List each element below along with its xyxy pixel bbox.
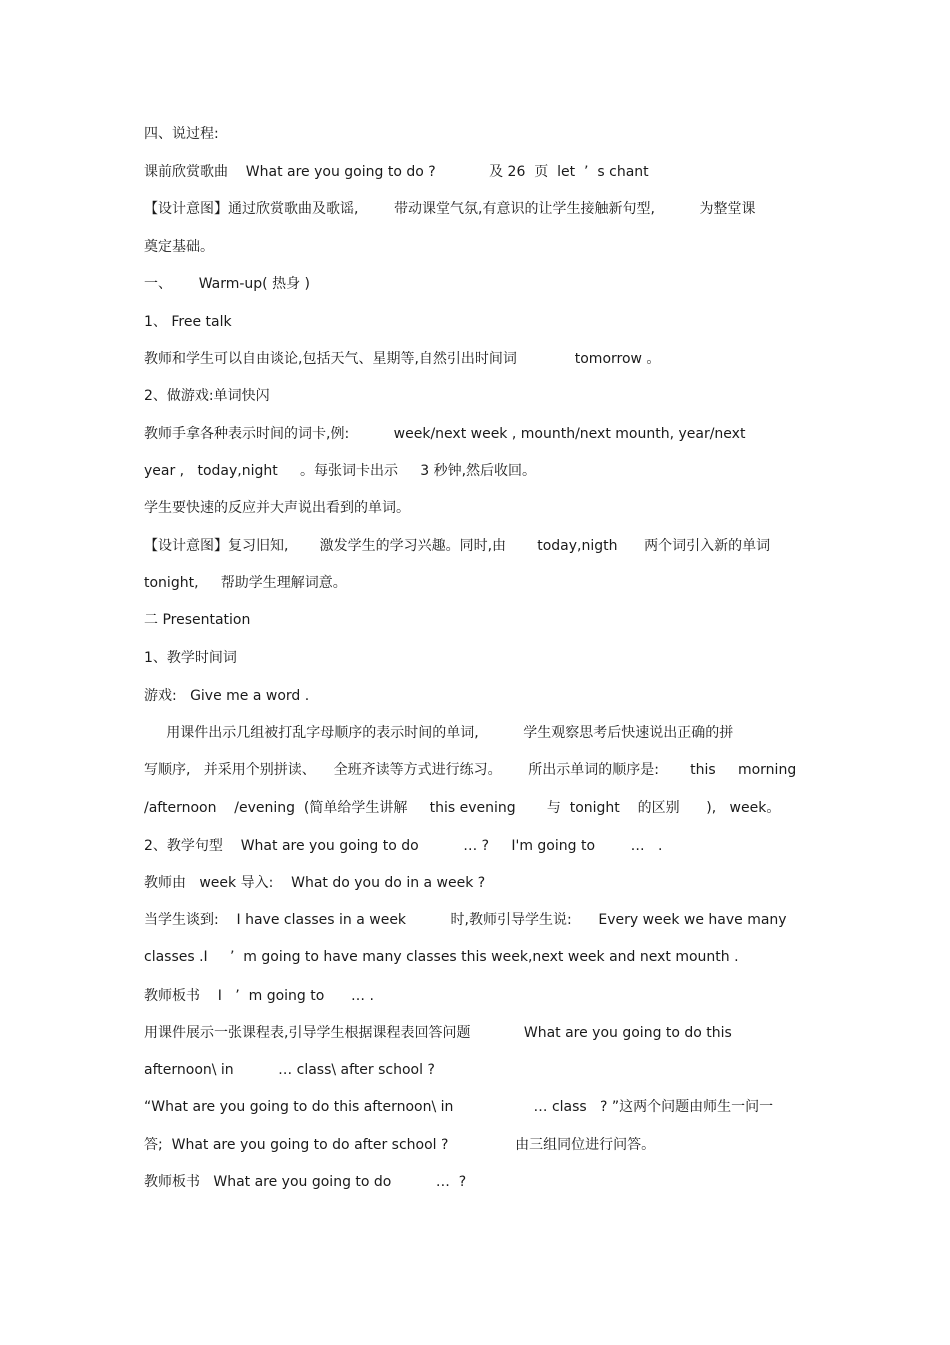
text-line: year , today,night 。每张词卡出示 3 秒钟,然后收回。 <box>144 463 537 479</box>
text-line: 【设计意图】复习旧知, 激发学生的学习兴趣。同时,由 today,nigth 两个词引入新的单词 <box>144 538 771 554</box>
section-heading-process: 四、说过程: <box>144 126 219 142</box>
text-line: 教师板书 I ’ m going to … . <box>144 988 374 1004</box>
text-line: 用课件出示几组被打乱字母顺序的表示时间的单词, 学生观察思考后快速说出正确的拼 <box>144 725 734 741</box>
text-line: “What are you going to do this afternoon\ in … class ? ”这两个问题由师生一问一 <box>144 1099 774 1115</box>
text-line: 【设计意图】通过欣赏歌曲及歌谣, 带动课堂气氛,有意识的让学生接触新句型, 为整堂课 <box>144 201 756 217</box>
text-line: 1、 Free talk <box>144 314 232 330</box>
text-line: tonight, 帮助学生理解词意。 <box>144 575 347 591</box>
text-line: 教师手拿各种表示时间的词卡,例: week/next week , mounth/next mounth, year/next <box>144 426 746 442</box>
section-heading-presentation: 二 Presentation <box>144 612 251 628</box>
text-line: 1、教学时间词 <box>144 650 237 666</box>
text-line: 游戏: Give me a word . <box>144 688 310 704</box>
text-line: 教师和学生可以自由谈论,包括天气、星期等,自然引出时间词 tomorrow 。 <box>144 351 661 367</box>
text-line: /afternoon /evening (简单给学生讲解 this evening 与 tonight 的区别 ), week。 <box>144 800 781 816</box>
text-line: 答; What are you going to do after school ? 由三组同位进行问答。 <box>144 1137 656 1153</box>
text-line: 当学生谈到: I have classes in a week 时,教师引导学生说: Every week we have many <box>144 912 787 928</box>
text-line: 用课件展示一张课程表,引导学生根据课程表回答问题 What are you going to do this <box>144 1025 732 1041</box>
section-heading-warmup: 一、 Warm-up( 热身 ) <box>144 276 311 292</box>
text-line: 教师板书 What are you going to do … ? <box>144 1174 467 1190</box>
text-line: 课前欣赏歌曲 What are you going to do ? 及 26 页 let ’ s chant <box>144 164 649 180</box>
text-line: 学生要快速的反应并大声说出看到的单词。 <box>144 500 410 516</box>
text-line: 写顺序, 并采用个别拼读、 全班齐读等方式进行练习。 所出示单词的顺序是: this morning <box>144 762 797 778</box>
text-line: 2、做游戏:单词快闪 <box>144 388 270 404</box>
text-line: classes .I ’ m going to have many classes this week,next week and next mounth . <box>144 949 739 965</box>
text-line: 教师由 week 导入: What do you do in a week ? <box>144 875 486 891</box>
text-line: afternoon\ in … class\ after school ? <box>144 1062 435 1078</box>
text-line: 奠定基础。 <box>144 239 214 255</box>
text-line: 2、教学句型 What are you going to do … ? I'm going to … . <box>144 838 663 854</box>
